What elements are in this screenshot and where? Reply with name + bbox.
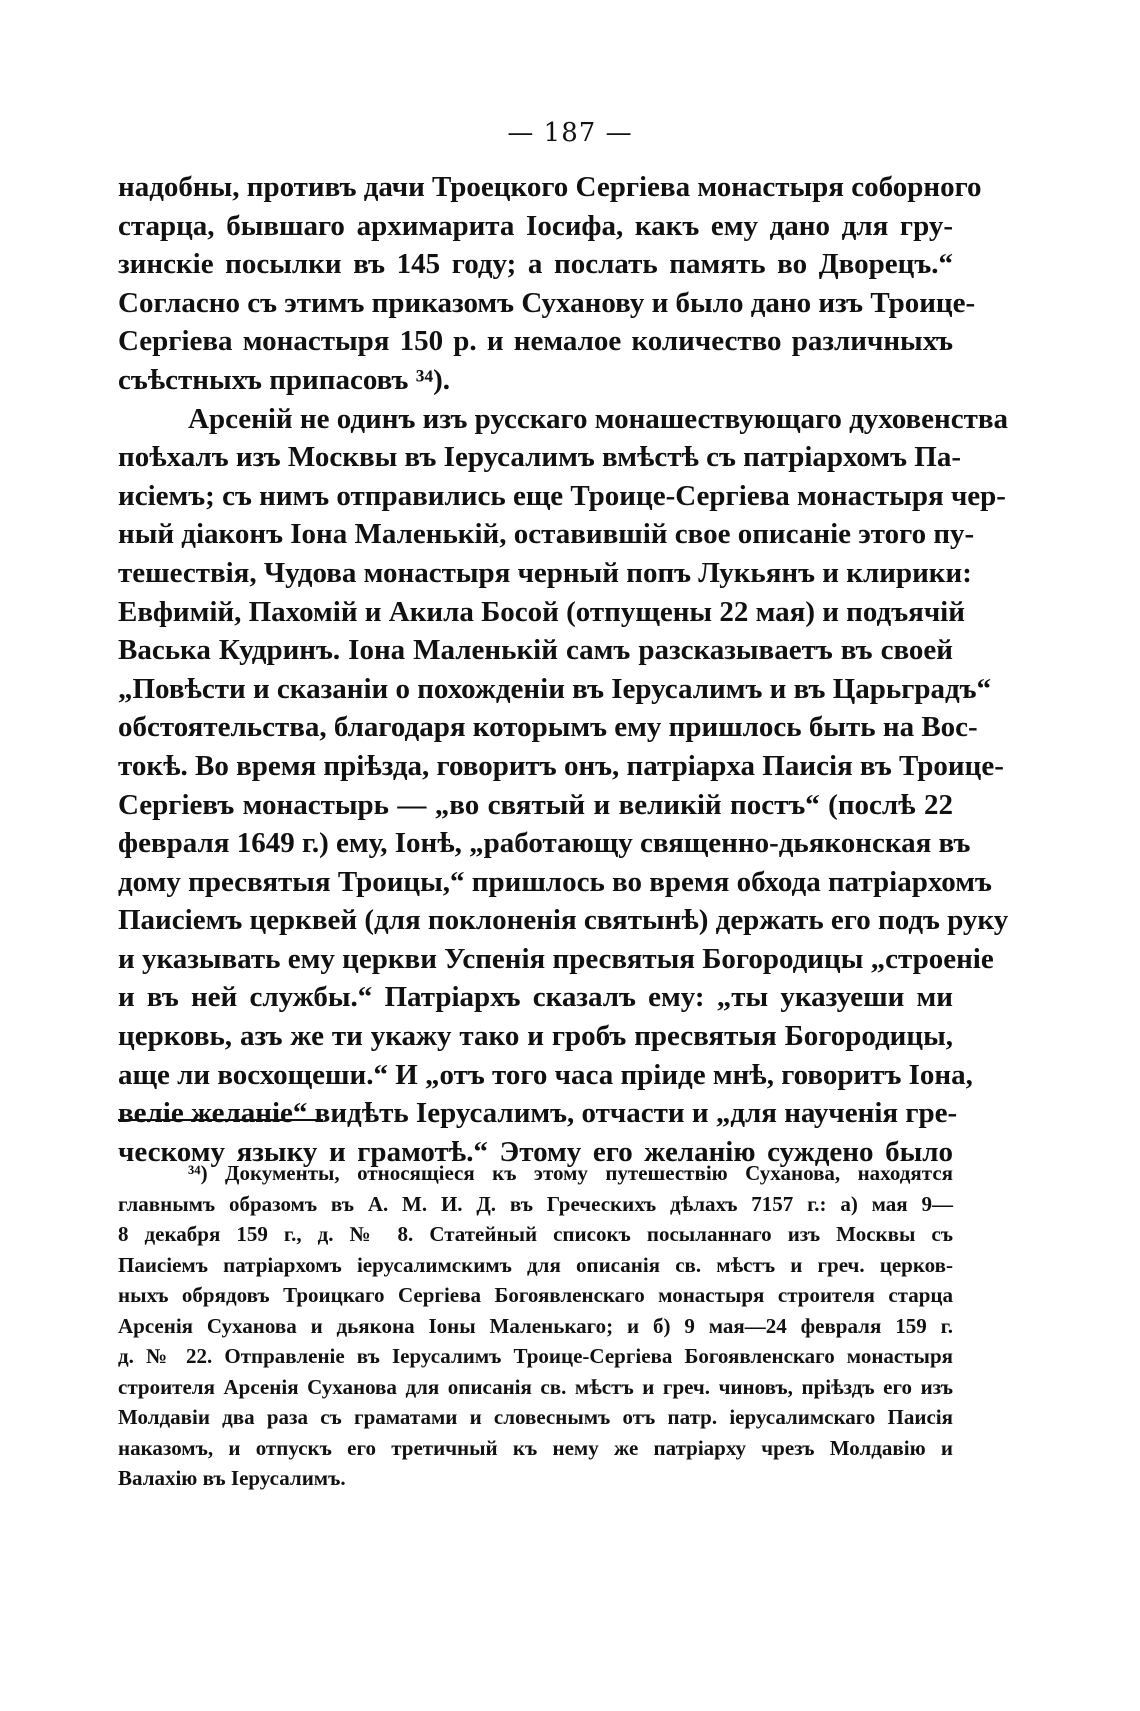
footnote-line: Молдавiи два раза съ граматами и словеснымъ отъ патр. iерусалимскаго Паисiя <box>118 1405 953 1429</box>
footnote <box>118 1158 953 1494</box>
text-line: Согласно съ этимъ приказомъ Суханову и было дано изъ Троице- <box>118 286 976 319</box>
footnote-separator <box>118 1119 323 1121</box>
footnote-line: Арсенiя Суханова и дьякона Iоны Маленькаго; и б) 9 мая—24 февраля 159 г. <box>118 1313 953 1338</box>
text-line: Арсенiй не одинъ изъ русскаго монашествующаго духовенства <box>188 402 1009 435</box>
text-line: токѣ. Во время прiѣзда, говоритъ онъ, патрiарха Паисiя въ Троице- <box>118 749 1004 782</box>
footnote-marker: ³⁴) <box>188 1161 208 1185</box>
footnote-line: д. № 22. Отправленiе въ Iерусалимъ Троице-Сергiева Богоявленскаго монастыря <box>118 1344 953 1368</box>
page-number: — 187 — <box>507 118 633 148</box>
text-line: и указывать ему церкви Успенiя пресвятыя Богородицы „строенiе <box>118 942 994 975</box>
text-line: „Повѣсти и сказанiи о похожденiи въ Iерусалимъ и въ Царьградъ“ <box>118 672 992 705</box>
text-line: Евфимiй, Пахомiй и Акила Босой (отпущены 22 мая) и подъячiй <box>118 595 965 628</box>
text-line: Сергiевъ монастырь — „во святый и великiй постъ“ (послѣ 22 <box>118 788 953 821</box>
text-line: церковь, азъ же ти укажу тако и гробъ пресвятыя Богородицы, <box>118 1020 953 1053</box>
text-line: Васька Кудринъ. Iона Маленькiй самъ разсказываетъ въ своей <box>118 634 953 667</box>
footnote-line: 8 декабря 159 г., д. № 8. Статейный списокъ посыланнаго изъ Москвы съ <box>118 1222 953 1246</box>
text-line: велiе желанiе“ видѣть Iерусалимъ, отчасти и „для наученiя гре- <box>118 1097 958 1130</box>
footnote-line: главнымъ образомъ въ А. М. И. Д. въ Греческихъ дѣлахъ 7157 г.: а) мая 9— <box>118 1191 953 1216</box>
text-line: старца, бывшаго архимарита Iосифа, какъ ему дано для гру- <box>118 209 953 242</box>
text-line: исiемъ; съ нимъ отправились еще Троице-Сергiева монастыря чер- <box>118 479 1006 512</box>
main-text <box>118 168 1009 1171</box>
text-line: надобны, противъ дачи Троецкого Сергiева монастыря соборного <box>118 171 982 203</box>
text-line: дому пресвятыя Троицы,“ пришлось во время обхода патрiархомъ <box>118 865 992 898</box>
text-line: зинскiе посылки въ 145 году; а послать память во Дворецъ.“ <box>118 248 953 281</box>
footnote-line: Паисiемъ патрiархомъ iерусалимскимъ для описанiя св. мѣстъ и греч. церков- <box>118 1252 953 1277</box>
text-line: Сергiева монастыря 150 р. и немалое количество различныхъ <box>118 325 953 358</box>
footnote-line: строителя Арсенiя Суханова для описанiя св. мѣстъ и греч. чиновъ, прiѣздъ его изъ <box>118 1374 953 1399</box>
text-line: съѣстныхъ припасовъ ³⁴). <box>118 363 450 396</box>
text-line: тешествiя, Чудова монастыря черный попъ Лукьянъ и клирики: <box>118 556 972 589</box>
text-line: ческому языку и грамотѣ.“ Этому его желанiю суждено было <box>118 1135 953 1168</box>
footnote-line: наказомъ, и отпускъ его третичный къ нему же патрiарху чрезъ Молдавiю и <box>118 1435 953 1460</box>
text-line: аще ли восхощеши.“ И „отъ того часа прiиде мнѣ, говоритъ Iона, <box>118 1058 973 1091</box>
footnote-line-text: Документы, относящiеся къ этому путешествiю Суханова, находятся <box>225 1161 954 1185</box>
footnote-line: ныхъ обрядовъ Троицкаго Сергiева Богоявленскаго монастыря строителя старца <box>118 1283 953 1307</box>
text-line: поѣхалъ изъ Москвы въ Iерусалимъ вмѣстѣ съ патрiархомъ Па- <box>118 441 961 474</box>
footnote-line <box>118 1158 953 1189</box>
text-line: февраля 1649 г.) ему, Iонѣ, „работающу священно-дьяконская въ <box>118 827 971 860</box>
footnote-line: Валахiю въ Iерусалимъ. <box>118 1466 346 1490</box>
text-line: ный дiаконъ Iона Маленькiй, оставившiй свое описанiе этого пу- <box>118 518 975 551</box>
text-line: и въ ней службы.“ Патрiархъ сказалъ ему: „ты указуеши ми <box>118 981 953 1014</box>
text-line: Паисiемъ церквей (для поклоненiя святынѣ) держать его подъ руку <box>118 904 1009 937</box>
text-line: обстоятельства, благодаря которымъ ему пришлось быть на Вос- <box>118 711 978 744</box>
